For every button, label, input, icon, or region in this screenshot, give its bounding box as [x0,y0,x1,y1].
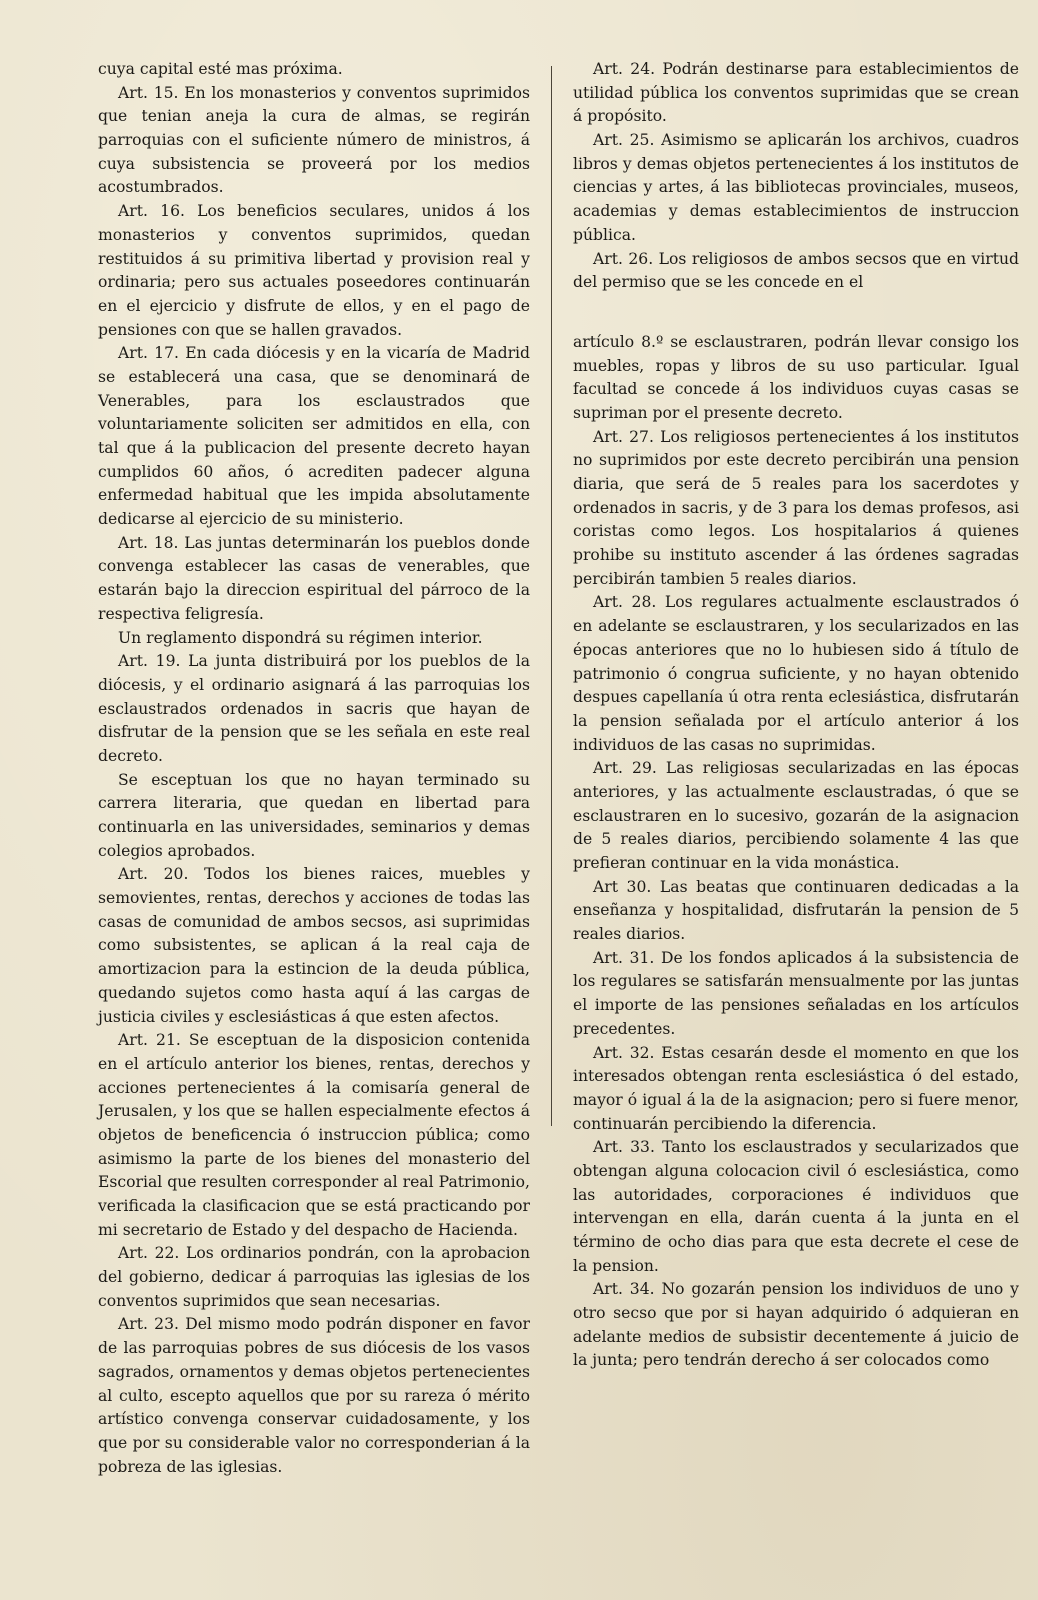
article-26: Art. 26. Los religiosos de ambos secsos que en virtud del permiso que se les concede en el [573,249,1019,292]
article-16: Art. 16. Los beneficios seculares, unidos á los monasterios y conventos suprimidos, quedan restituidos á su primitiva libertad y provision real y ordinaria; pero sus actuales poseedores continuarán en el ejercicio y disfrute de ellos, y en el pago de pensiones con que se hallen gravados. [98,202,530,339]
article-22: Art. 22. Los ordinarios pondrán, con la aprobacion del gobierno, dedicar á parroquias las iglesias de los conventos suprimidos que sean necesarias. [98,1244,530,1310]
article-20: Art. 20. Todos los bienes raices, muebles y semovientes, rentas, derechos y acciones de todas las casas de comunidad de ambos secsos, asi suprimidas como subsistentes, se aplican á la real caja de amortizacion para la estincion de la deuda pública, quedando sujetos como hasta aquí á las cargas de justicia civiles y esclesiásticas á que esten afectos. [98,865,530,1026]
article-32: Art. 32. Estas cesarán desde el momento en que los interesados obtengan renta esclesiástica ó del estado, mayor ó igual á la de la asignacion; pero si fuere menor, continuarán percibiendo la diferencia. [573,1043,1019,1133]
article-15: Art. 15. En los monasterios y conventos suprimidos que tenian aneja la cura de almas, se regirán parroquias con el suficiente número de ministros, á cuya subsistencia se proveerá por los medios acostumbrados. [98,83,530,197]
article-26-continued: artículo 8.º se esclaustraren, podrán llevar consigo los muebles, ropas y libros de su uso particular. Igual facultad se concede á los individuos cuyas casas se supriman por el presente decreto. [573,332,1019,422]
article-30: Art 30. Las beatas que continuaren dedicadas a la enseñanza y hospitalidad, disfrutarán la pension de 5 reales diarios. [573,877,1019,944]
article-17: Art. 17. En cada diócesis y en la vicaría de Madrid se establecerá una casa, que se denominará de Venerables, para los esclaustrados que voluntariamente soliciten ser admitidos en ella, con tal que á la publicacion del presente decreto hayan cumplidos 60 años, ó acrediten padecer alguna enfermedad habitual que les impida absolutamente dedicarse al ejercicio de su ministerio. [98,344,530,529]
column-divider [551,66,552,1126]
left-column [98,58,530,1479]
article-33: Art. 33. Tanto los esclaustrados y secularizados que obtengan alguna colocacion civil ó esclesiástica, como las autoridades, corporaciones é individuos que intervengan en ella, darán cuenta á la junta en el término de ocho dias para que esta decrete el cese de la pension. [573,1138,1019,1275]
article-23: Art. 23. Del mismo modo podrán disponer en favor de las parroquias pobres de sus diócesis de los vasos sagrados, ornamentos y demas objetos pertenecientes al culto, escepto aquellos que por su rareza ó mérito artístico convenga conservar cuidadosamente, y los que por su considerable valor no corresponderian á la pobreza de las iglesias. [98,1315,530,1476]
article-24: Art. 24. Podrán destinarse para establecimientos de utilidad pública los conventos suprimidas que se crean á propósito. [573,60,1019,126]
article-25: Art. 25. Asimismo se aplicarán los archivos, cuadros libros y demas objetos pertenecientes á los institutos de ciencias y artes, á las bibliotecas provinciales, museos, academias y demas establecimientos de instruccion pública. [573,131,1019,244]
article-28: Art. 28. Los regulares actualmente esclaustrados ó en adelante se esclaustraren, y los secularizados en las épocas anteriores que no lo hubiesen sido á título de patrimonio ó congrua suficiente, y no hayan obtenido despues capellanía ú otra renta eclesiástica, disfrutarán la pension señalada por el artículo anterior á los individuos de las casas no suprimidas. [573,593,1019,754]
paragraph-continuation: cuya capital esté mas próxima. [98,60,343,78]
article-27: Art. 27. Los religiosos pertenecientes á los institutos no suprimidos por este decreto percibirán una pension diaria, que será de 5 reales para los sacerdotes y ordenados in sacris, y de 3 para los demas profesos, asi coristas como legos. Los hospitalarios á quienes prohibe su instituto ascender á las órdenes sagradas percibirán tambien 5 reales diarios. [573,427,1019,588]
article-21: Art. 21. Se esceptuan de la disposicion contenida en el artículo anterior los bienes, rentas, derechos y acciones pertenecientes á la comisaría general de Jerusalen, y los que se hallen especialmente efectos á objetos de beneficencia ó instruccion pública; como asimismo la parte de los bienes del monasterio del Escorial que resulten corresponder al real Patrimonio, verificada la clasificacion que se está practicando por mi secretario de Estado y del despacho de Hacienda. [98,1031,530,1239]
article-19: Art. 19. La junta distribuirá por los pueblos de la diócesis, y el ordinario asignará á las parroquias los esclaustrados ordenados in sacris que hayan de disfrutar de la pension que se les señala en este real decreto. [98,652,530,765]
article-31: Art. 31. De los fondos aplicados á la subsistencia de los regulares se satisfarán mensualmente por las juntas el importe de las pensiones señaladas en los artículos precedentes. [573,948,1019,1038]
article-34: Art. 34. No gozarán pension los individuos de uno y otro secso que por si hayan adquirido ó adquieran en adelante medios de subsistir decentemente á juicio de la junta; pero tendrán derecho á ser colocados como [573,1280,1019,1370]
article-29: Art. 29. Las religiosas secularizadas en las épocas anteriores, y las actualmente esclaustradas, ó que se esclaustraren en lo sucesivo, gozarán de la asignacion de 5 reales diarios, percibiendo solamente 4 las que prefieran continuar en la vida monástica. [573,759,1019,872]
article-19-note: Se esceptuan los que no hayan terminado su carrera literaria, que quedan en libertad para continuarla en las universidades, seminarios y demas colegios aprobados. [98,770,530,860]
article-18-note: Un reglamento dispondrá su régimen interior. [118,628,483,647]
article-18: Art. 18. Las juntas determinarán los pueblos donde convenga establecer las casas de venerables, que estarán bajo la direccion espiritual del párroco de la respectiva feligresía. [98,533,530,623]
column-gap [573,295,1019,331]
right-column [573,58,1019,1373]
